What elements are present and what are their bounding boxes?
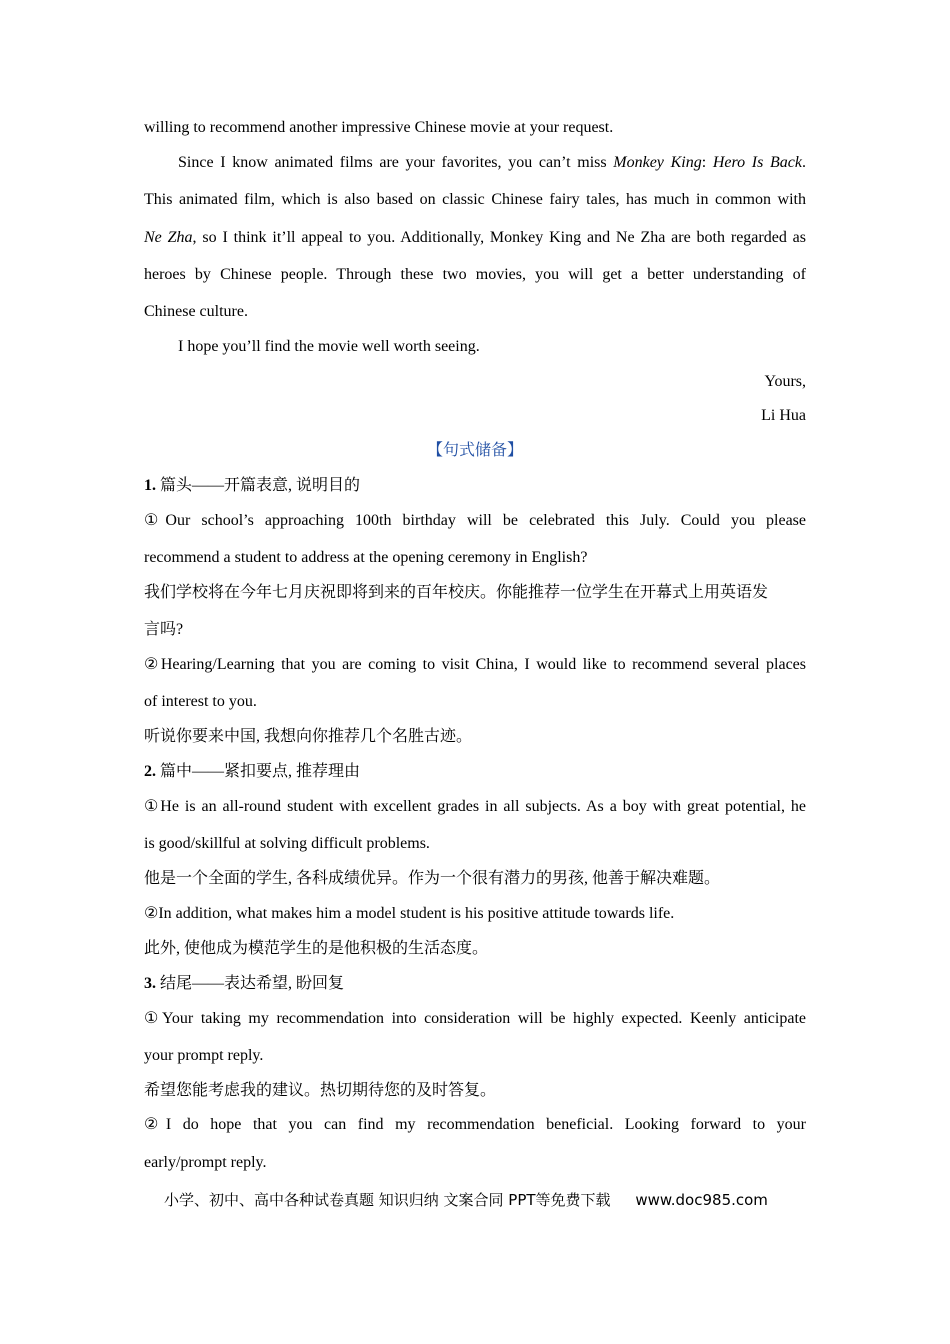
- example-en-line: of interest to you.: [144, 693, 257, 710]
- letter-paragraph-line: Chinese culture.: [144, 303, 248, 320]
- example-zh-line: 我们学校将在今年七月庆祝即将到来的百年校庆。你能推荐一位学生在开幕式上用英语发: [144, 584, 769, 601]
- example-zh-line: 他是一个全面的学生, 各科成绩优异。作为一个很有潜力的男孩, 他善于解决难题。: [144, 870, 721, 887]
- text-span: .: [802, 154, 807, 171]
- footer-link[interactable]: www.doc985.com: [635, 1191, 768, 1209]
- letter-line: willing to recommend another impressive Chinese movie at your request.: [144, 119, 614, 136]
- text-span: :: [701, 154, 713, 171]
- letter-closing: Yours,: [764, 373, 806, 390]
- example-en-line: ①Our school’s approaching 100th birthday will be celebrated this July. Could you please: [144, 512, 806, 529]
- section-number: 3.: [144, 975, 156, 992]
- letter-paragraph-line: I hope you’ll find the movie well worth seeing.: [178, 338, 480, 355]
- example-en-line: ②I do hope that you can find my recommendation beneficial. Looking forward to your: [144, 1116, 806, 1133]
- section-heading: [144, 762, 806, 782]
- example-en-line: is good/skillful at solving difficult problems.: [144, 835, 430, 852]
- letter-paragraph-line: This animated film, which is also based on classic Chinese fairy tales, has much in common with: [144, 191, 806, 208]
- section-heading: [144, 974, 806, 994]
- movie-title: Hero Is Back: [712, 154, 803, 171]
- example-zh-line: 言吗?: [144, 621, 184, 638]
- example-zh-line: 希望您能考虑我的建议。热切期待您的及时答复。: [144, 1082, 497, 1099]
- text-span: , so I think it’ll appeal to you. Additionally, Monkey King and Ne Zha are both regarded as: [192, 229, 807, 246]
- letter-paragraph-line: heroes by Chinese people. Through these two movies, you will get a better understanding of: [144, 266, 806, 283]
- example-zh-line: 此外, 使他成为模范学生的是他积极的生活态度。: [144, 940, 489, 957]
- example-en-line: ①Your taking my recommendation into consideration will be highly expected. Keenly anticipate: [144, 1010, 806, 1027]
- example-en-line: ②Hearing/Learning that you are coming to visit China, I would like to recommend several places: [144, 656, 806, 673]
- movie-title: Ne Zha: [144, 229, 193, 246]
- example-en-line: recommend a student to address at the opening ceremony in English?: [144, 549, 588, 566]
- section-heading-text: 篇中——紧扣要点, 推荐理由: [160, 763, 361, 780]
- page-footer: [164, 1190, 768, 1210]
- movie-title: Monkey King: [613, 154, 702, 171]
- section-number: 2.: [144, 763, 156, 780]
- letter-signature: Li Hua: [761, 407, 806, 424]
- section-title: 【句式储备】: [426, 442, 523, 459]
- letter-paragraph-line: [144, 228, 806, 248]
- section-heading-text: 篇头——开篇表意, 说明目的: [160, 477, 361, 494]
- footer-text: 小学、初中、高中各种试卷真题 知识归纳 文案合同 PPT等免费下载: [164, 1191, 611, 1209]
- example-en-line: ①He is an all-round student with excellent grades in all subjects. As a boy with great potential, he: [144, 798, 806, 815]
- section-heading-text: 结尾——表达希望, 盼回复: [160, 975, 345, 992]
- section-heading: [144, 476, 806, 496]
- text-span: Since I know animated films are your favorites, you can’t miss: [178, 154, 614, 171]
- example-en-line: early/prompt reply.: [144, 1154, 267, 1171]
- letter-paragraph-line: [178, 153, 806, 173]
- example-en-line: your prompt reply.: [144, 1047, 264, 1064]
- example-zh-line: 听说你要来中国, 我想向你推荐几个名胜古迹。: [144, 728, 473, 745]
- example-en-line: ②In addition, what makes him a model student is his positive attitude towards life.: [144, 905, 675, 922]
- section-number: 1.: [144, 477, 156, 494]
